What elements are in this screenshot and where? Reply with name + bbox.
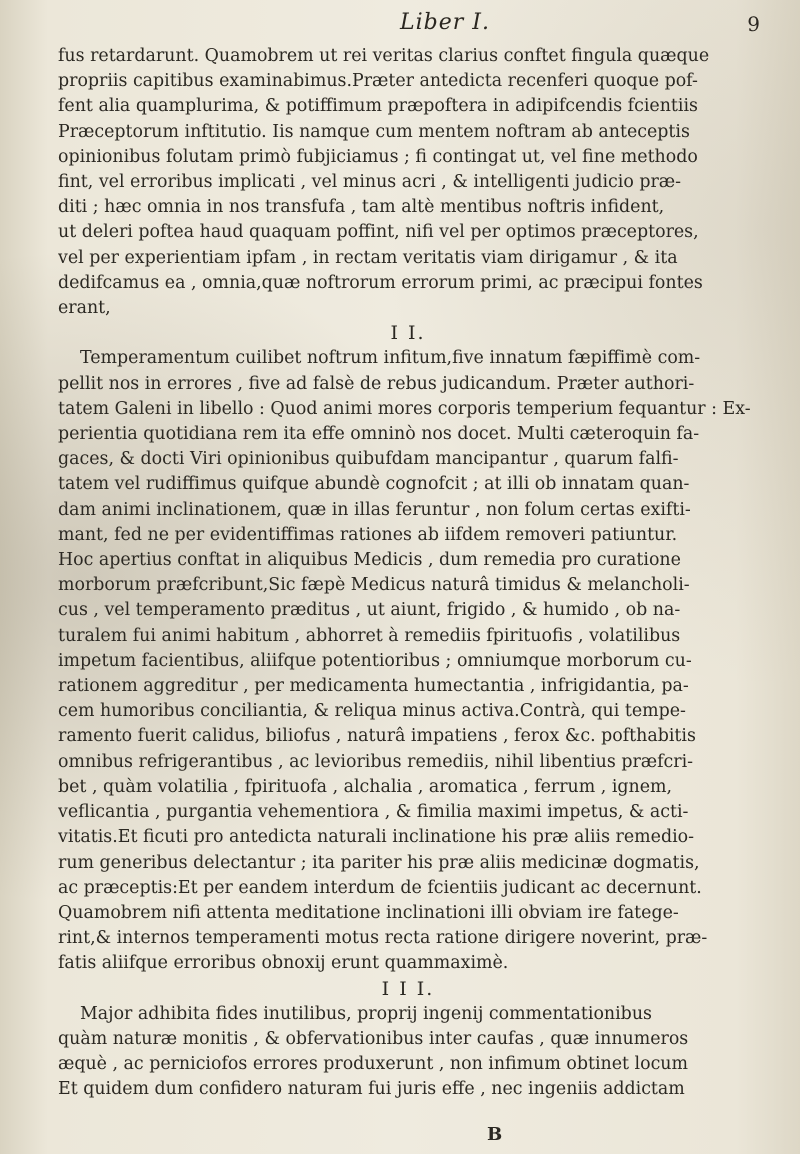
text-line: omnibus refrigerantibus , ac levioribus remediis, nihil libentius præfcri- — [58, 751, 694, 772]
text-line: veflicantia , purgantia vehementiora , & fimilia maximi impetus, & acti- — [58, 802, 689, 823]
text-line: fatis aliifque erroribus obnoxij erunt quammaximè. — [58, 953, 509, 974]
text-line: ramento fuerit calidus, biliofus , naturâ impatiens , ferox &c. pofthabitis — [58, 726, 696, 747]
text-line: propriis capitibus examinabimus.Præter antedicta recenferi quoque pof- — [58, 71, 698, 92]
text-line: impetum facientibus, aliifque potentioribus ; omniumque morborum cu- — [58, 650, 692, 671]
section-numeral: I I I. — [381, 977, 435, 1000]
text-line: vel per experientiam ipfam , in rectam veritatis viam dirigamur , & ita — [58, 247, 678, 268]
text-line: morborum præfcribunt,Sic fæpè Medicus naturâ timidus & melancholi- — [58, 575, 690, 596]
text-line: gaces, & docti Viri opinionibus quibufdam mancipantur , quarum falfi- — [58, 449, 679, 470]
text-line: pellit nos in errores , five ad falsè de rebus judicandum. Præter authori- — [58, 373, 695, 394]
text-line: fent alia quamplurima, & potiffimum præpoftera in adipifcendis fcientiis — [58, 96, 698, 117]
text-line: erant, — [58, 298, 111, 319]
text-line: tatem Galeni in libello : Quod animi mores corporis temperium fequantur : Ex- — [58, 398, 751, 419]
text-line: rum generibus delectantur ; ita pariter his præ aliis medicinæ dogmatis, — [58, 852, 700, 873]
text-line: cus , vel temperamento præditus , ut aiunt, frigido , & humido , ob na- — [58, 600, 681, 621]
text-line: quàm naturæ monitis , & obfervationibus inter caufas , quæ innumeros — [58, 1028, 689, 1049]
running-title: Liber I. — [400, 10, 490, 35]
text-line: tatem vel rudiffimus quifque abundè cognofcit ; at illi ob innatam quan- — [58, 474, 690, 495]
text-line: vitatis.Et ficuti pro antedicta naturali inclinatione his præ aliis remedio- — [58, 827, 694, 848]
text-line: mant, fed ne per evidentiffimas rationes ab iifdem removeri patiuntur. — [58, 524, 678, 545]
text-line: Quamobrem nifi attenta meditatione inclinationi illi obviam ire fatege- — [58, 902, 679, 923]
text-line: bet , quàm volatilia , fpirituofa , alchalia , aromatica , ferrum , ignem, — [58, 776, 673, 797]
text-line: rint,& internos temperamenti motus recta ratione dirigere noverint, præ- — [58, 928, 708, 949]
page-header — [60, 6, 760, 46]
text-line: æquè , ac perniciofos errores produxerunt , non infimum obtinet locum — [58, 1054, 688, 1075]
text-line: ut deleri poftea haud quaquam poffint, nifi vel per optimos præceptores, — [58, 222, 699, 243]
text-line: Præceptorum inftitutio. Iis namque cum mentem noftram ab anteceptis — [58, 121, 690, 142]
signature-mark: B — [487, 1124, 503, 1145]
text-line: Et quidem dum confidero naturam fui juris effe , nec ingeniis addictam — [58, 1079, 685, 1100]
text-line: cem humoribus conciliantia, & reliqua minus activa.Contrà, qui tempe- — [58, 701, 686, 722]
page-number: 9 — [747, 12, 760, 36]
text-line: fint, vel erroribus implicati , vel minus acri , & intelligenti judicio præ- — [58, 172, 682, 193]
text-line: diti ; hæc omnia in nos transfufa , tam altè mentibus noftris infident, — [58, 197, 665, 218]
text-line: rationem aggreditur , per medicamenta humectantia , infrigidantia, pa- — [58, 676, 689, 697]
body-text — [58, 44, 758, 1103]
text-line: Hoc apertius conftat in aliquibus Medicis , dum remedia pro curatione — [58, 550, 681, 571]
text-line: dedifcamus ea , omnia,quæ noftrorum errorum primi, ac præcipui fontes — [58, 272, 703, 293]
text-line: turalem fui animi habitum , abhorret à remediis fpirituofis , volatilibus — [58, 625, 681, 646]
text-line: ac præceptis:Et per eandem interdum de fcientiis judicant ac decernunt. — [58, 877, 702, 898]
text-line: opinionibus folutam primò fubjiciamus ; fi contingat ut, vel fine methodo — [58, 146, 698, 167]
text-line: dam animi inclinationem, quæ in illas feruntur , non folum certas exifti- — [58, 499, 691, 520]
text-line: fus retardarunt. Quamobrem ut rei veritas clarius conftet fingula quæque — [58, 46, 710, 66]
text-line: Temperamentum cuilibet noftrum infitum,five innatum fæpiffimè com- — [80, 348, 701, 369]
text-line: Major adhibita fides inutilibus, proprij ingenij commentationibus — [80, 1003, 652, 1024]
section-numeral: I I. — [390, 322, 426, 345]
text-line: perientia quotidiana rem ita effe omninò nos docet. Multi cæteroquin fa- — [58, 424, 700, 445]
